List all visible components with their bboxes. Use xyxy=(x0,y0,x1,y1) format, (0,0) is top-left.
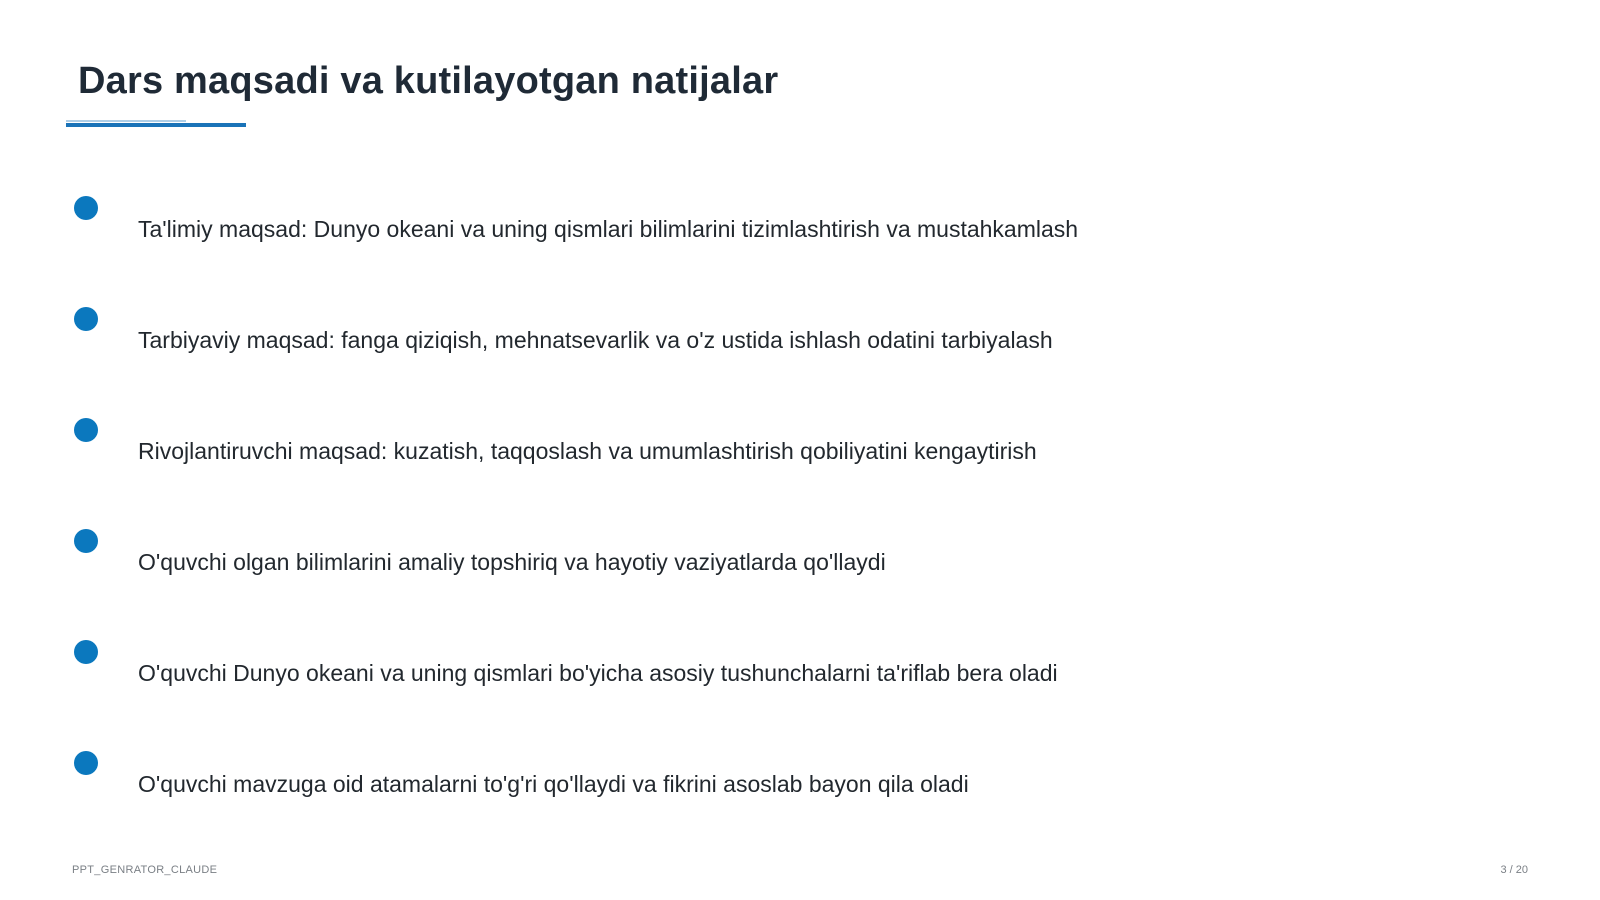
bullet-item xyxy=(0,307,1500,387)
bullet-item xyxy=(0,418,1500,498)
bullet-text: O'quvchi Dunyo okeani va uning qismlari bo'yicha asosiy tushunchalarni ta'riflab bera oladi xyxy=(138,660,1058,686)
bullet-item xyxy=(0,640,1500,720)
page-number: 3 / 20 xyxy=(1500,864,1528,876)
slide-title: Dars maqsadi va kutilayotgan natijalar xyxy=(78,60,779,102)
bullet-dot-icon xyxy=(74,640,98,664)
bullet-item xyxy=(0,751,1500,831)
bullet-dot-icon xyxy=(74,196,98,220)
bullet-text: Rivojlantiruvchi maqsad: kuzatish, taqqoslash va umumlashtirish qobiliyatini kengaytirish xyxy=(138,438,1037,464)
bullet-item xyxy=(0,529,1500,609)
bullet-item xyxy=(0,196,1500,276)
bullet-text: Tarbiyaviy maqsad: fanga qiziqish, mehnatsevarlik va o'z ustida ishlash odatini tarbiyalash xyxy=(138,327,1053,353)
bullet-dot-icon xyxy=(74,307,98,331)
bullet-dot-icon xyxy=(74,418,98,442)
bullet-dot-icon xyxy=(74,529,98,553)
bullet-text: Ta'limiy maqsad: Dunyo okeani va uning qismlari bilimlarini tizimlashtirish va mustahkamlash xyxy=(138,216,1079,242)
footer-source: PPT_GENRATOR_CLAUDE xyxy=(72,864,218,876)
bullet-dot-icon xyxy=(74,751,98,775)
bullet-text: O'quvchi olgan bilimlarini amaliy topshiriq va hayotiy vaziyatlarda qo'llaydi xyxy=(138,549,886,575)
bullet-text: O'quvchi mavzuga oid atamalarni to'g'ri qo'llaydi va fikrini asoslab bayon qila oladi xyxy=(138,771,969,797)
